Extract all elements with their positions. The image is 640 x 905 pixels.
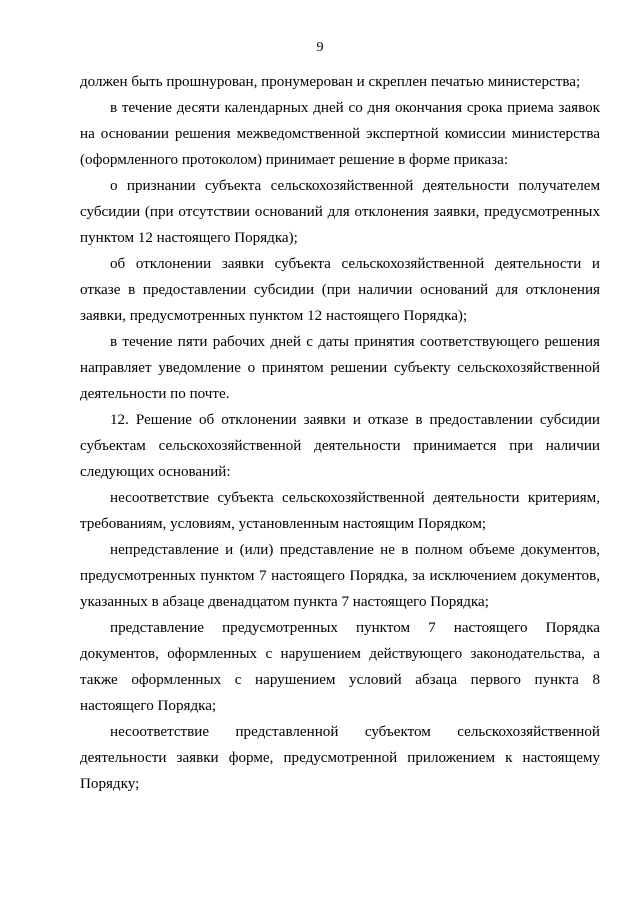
text-line: субсидии (при отсутствии оснований для отклонения заявки, предусмотренных [80, 204, 600, 220]
text-line: заявки, предусмотренных пунктом 12 настоящего Порядка); [80, 308, 468, 324]
text-line: несоответствие субъекта сельскохозяйственной деятельности критериям, [110, 490, 600, 506]
text-line: настоящего Порядка; [80, 698, 217, 714]
text-line: в течение пяти рабочих дней с даты принятия соответствующего решения [110, 334, 600, 350]
text-line: направляет уведомление о принятом решении субъекту сельскохозяйственной [80, 360, 600, 376]
text-line: требованиям, условиям, установленным настоящим Порядком; [80, 516, 487, 532]
text-line: пунктом 12 настоящего Порядка); [80, 230, 298, 246]
text-line: в течение десяти календарных дней со дня окончания срока приема заявок [110, 100, 600, 116]
text-line: должен быть прошнурован, пронумерован и скреплен печатью министерства; [80, 74, 581, 90]
text-line: следующих оснований: [80, 464, 231, 480]
text-line: отказе в предоставлении субсидии (при наличии оснований для отклонения [80, 282, 600, 298]
text-line: документов, оформленных с нарушением действующего законодательства, а [80, 646, 600, 662]
text-line: о признании субъекта сельскохозяйственной деятельности получателем [110, 178, 600, 194]
text-line: об отклонении заявки субъекта сельскохозяйственной деятельности и [110, 256, 600, 272]
text-line: также оформленных с нарушением условий абзаца первого пункта 8 [80, 672, 600, 688]
page-number: 9 [316, 40, 324, 55]
text-line: непредставление и (или) представление не в полном объеме документов, [110, 542, 600, 558]
text-line: (оформленного протоколом) принимает решение в форме приказа: [80, 152, 509, 168]
text-line: предусмотренных пунктом 7 настоящего Порядка, за исключением документов, [80, 568, 600, 584]
text-line: Порядку; [80, 776, 140, 792]
text-line: субъектам сельскохозяйственной деятельности принимается при наличии [80, 438, 600, 454]
text-line: деятельности заявки форме, предусмотренной приложением к настоящему [80, 750, 600, 766]
text-line: представление предусмотренных пунктом 7 настоящего Порядка [110, 620, 600, 636]
text-line: несоответствие представленной субъектом сельскохозяйственной [110, 724, 600, 740]
text-line: указанных в абзаце двенадцатом пункта 7 настоящего Порядка; [80, 594, 489, 610]
text-line: деятельности по почте. [80, 386, 230, 402]
text-line: 12. Решение об отклонении заявки и отказе в предоставлении субсидии [110, 412, 600, 428]
text-line: на основании решения межведомственной экспертной комиссии министерства [80, 126, 600, 142]
